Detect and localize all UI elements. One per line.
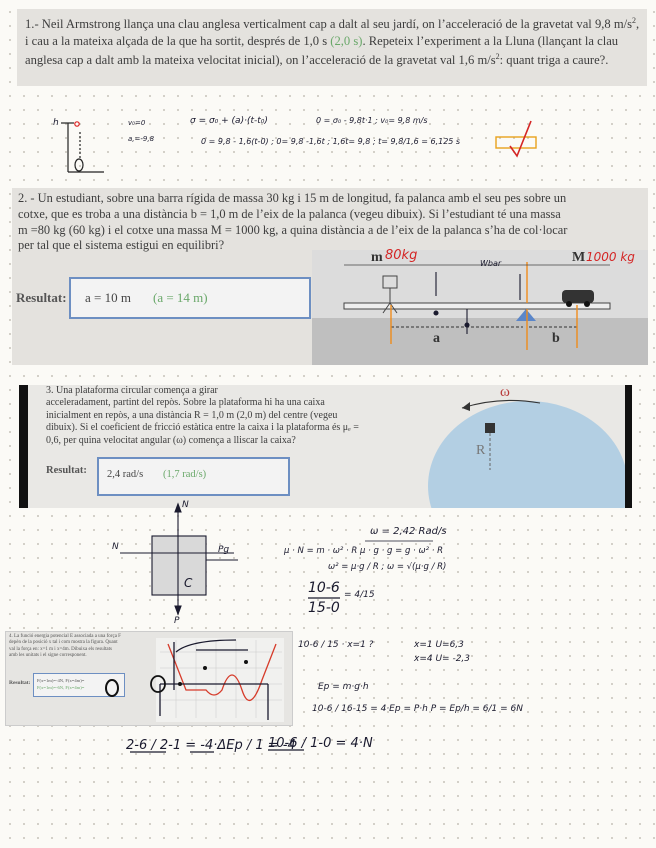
lever-a-label: a	[433, 331, 440, 346]
hw-frac1-den: 15-0	[308, 600, 340, 616]
problem2-result-value: a = 10 m	[85, 290, 131, 305]
hw-a: a,=-9,8	[128, 135, 155, 143]
hw-eq-w2: ω² = μ·g / R ; ω = √(μ·g / R)	[328, 562, 447, 572]
hw-v0: v₀=0	[128, 119, 146, 127]
lever-mid-hw: Wbar	[480, 259, 502, 268]
hw-frac3: 10-6 / 16-15 = 4·Ep = P·h P = Ep/h = 6/1 = 6N	[312, 704, 523, 714]
problem2-line3: m =80 kg (60 kg) i el cotxe una massa M = 1000 kg, a quina distància a de l’eix de la palanca s’ha de col·locar	[18, 222, 568, 237]
hw-frac1-num: 10-6	[308, 580, 340, 596]
problem3-line1: 3. Una plataforma circular comença a girar	[46, 385, 218, 396]
hw-x-eq2: x=4 U= -2,3	[414, 654, 471, 664]
problem1-text-c: . Repeteix l’experiment a la Lluna (llançant la clau anglesa cap a dalt amb la mateixa velocitat inicial), on l’acceleració de la gravetat val 1,6 m/s	[25, 33, 619, 68]
hw-frac2: 10-6 / 15 · x=1 ?	[298, 640, 374, 650]
fbd-N: N	[182, 500, 189, 510]
lever-m-hw: 80kg	[385, 248, 418, 263]
platform-omega: ω	[500, 384, 510, 400]
problem1-sq-2: 2	[495, 52, 500, 61]
problem4-result-label: Resultat:	[9, 680, 31, 686]
problem3-line4: dibuix). Si el coeficient de fricció estàtica entre la caixa i la plataforma és μₑ =	[46, 422, 359, 434]
hw-eq1: σ = σ₀ + (a)·(t-t₀)	[190, 116, 268, 126]
hw-eq-mu: μ · N = m · ω² · R μ · g · g = g · ω² · R	[284, 546, 443, 556]
problem2-result-label: Resultat:	[16, 290, 67, 305]
problem2-line1: 2. - Un estudiant, sobre una barra rígida de massa 30 kg i 15 m de longitud, fa palanca amb el seu pes sobre un	[18, 191, 567, 205]
hw-ep-eq: Ep = m·g·h	[318, 682, 369, 692]
hw-frac4-right: 10-6 / 1-0 = 4·N	[268, 736, 373, 751]
problem1-text-d: : quant triga a caure?.	[499, 53, 609, 68]
problem2-result-green: (a = 14 m)	[153, 290, 208, 305]
problem3-line2: acceleradament, partint del repòs. Sobre la plataforma hi ha una caixa	[46, 397, 325, 409]
hw-x-eq1: x=1 U=6,3	[414, 640, 464, 650]
hw-omega-eq: ω = 2,42 Rad/s	[370, 526, 447, 537]
problem3-result-value: 2,4 rad/s	[107, 469, 144, 480]
problem4-result-line2: F(x=1m)=-6N, F(x=4m)=	[37, 685, 85, 690]
fbd-P: P	[174, 616, 180, 626]
lever-M-hw: 1000 kg	[586, 250, 635, 264]
lever-b-label: b	[552, 331, 560, 346]
problem2-line4: per tal que el sistema estigui en equilibri?	[18, 238, 225, 253]
hw-frac4-left: 2-6 / 2-1 = -4·ΔEp / 1 = -4	[126, 738, 296, 753]
problem3-result-label: Resultat:	[46, 465, 87, 476]
fbd-Pg: Pg	[218, 545, 230, 555]
hw-h-label: h	[53, 118, 59, 128]
hw-eq2: 0 = σ₀ - 9,8t·1 ; v₀= 9,8 m/s	[316, 116, 428, 125]
problem1-text-a: 1.- Neil Armstrong llança una clau anglesa verticalment cap a dalt al seu jardí, on l’acceleració de la gravetat val 9,8 m/s	[25, 17, 633, 32]
problem4-result-line1: F(x=1m)=-4N, F(x=4m)=	[37, 678, 85, 683]
lever-m-label: m	[371, 250, 383, 265]
hw-eq3: 0 = 9,8 - 1,6(t-0) ; 0= 9,8 -1,6t ; 1,6t= 9,8 ; t= 9,8/1,6 = 6,125 s	[201, 137, 461, 146]
platform-R: R	[476, 443, 486, 458]
fbd-C: C	[184, 576, 193, 590]
problem4-statement: 4. La funció energia potencial E associada a una força F depèn de la posició x tal i com mostra la figura. Quant val la força en: x=1 m i x=4m. Dibuixa els resultats amb les unitats i el signe corresponent.	[9, 634, 121, 659]
problem3-result-green: (1,7 rad/s)	[163, 469, 207, 480]
hw-frac1-res: = 4/15	[344, 590, 375, 600]
problem1-text-b: , i cau a la mateixa alçada de la que ha sortit, després de 1,0 s	[25, 17, 640, 48]
problem1-sq-1: 2	[632, 16, 637, 25]
problem3-line5: 0,6, per quina velocitat angular (ω) comença a lliscar la caixa?	[46, 434, 296, 446]
problem3-line3: inicialment en repòs, a una distància R = 1,0 m (2,0 m) del centre (vegeu	[46, 409, 338, 421]
problem1-green-value: (2,0 s)	[330, 33, 363, 48]
lever-M-label: M	[572, 250, 586, 265]
fbd-Nsup: N	[112, 542, 119, 552]
problem2-line2: cotxe, que es troba a una distància b = 1,0 m de l’eix de la palanca (vegeu dibuix). Si l’estudiant té una massa	[18, 206, 561, 221]
